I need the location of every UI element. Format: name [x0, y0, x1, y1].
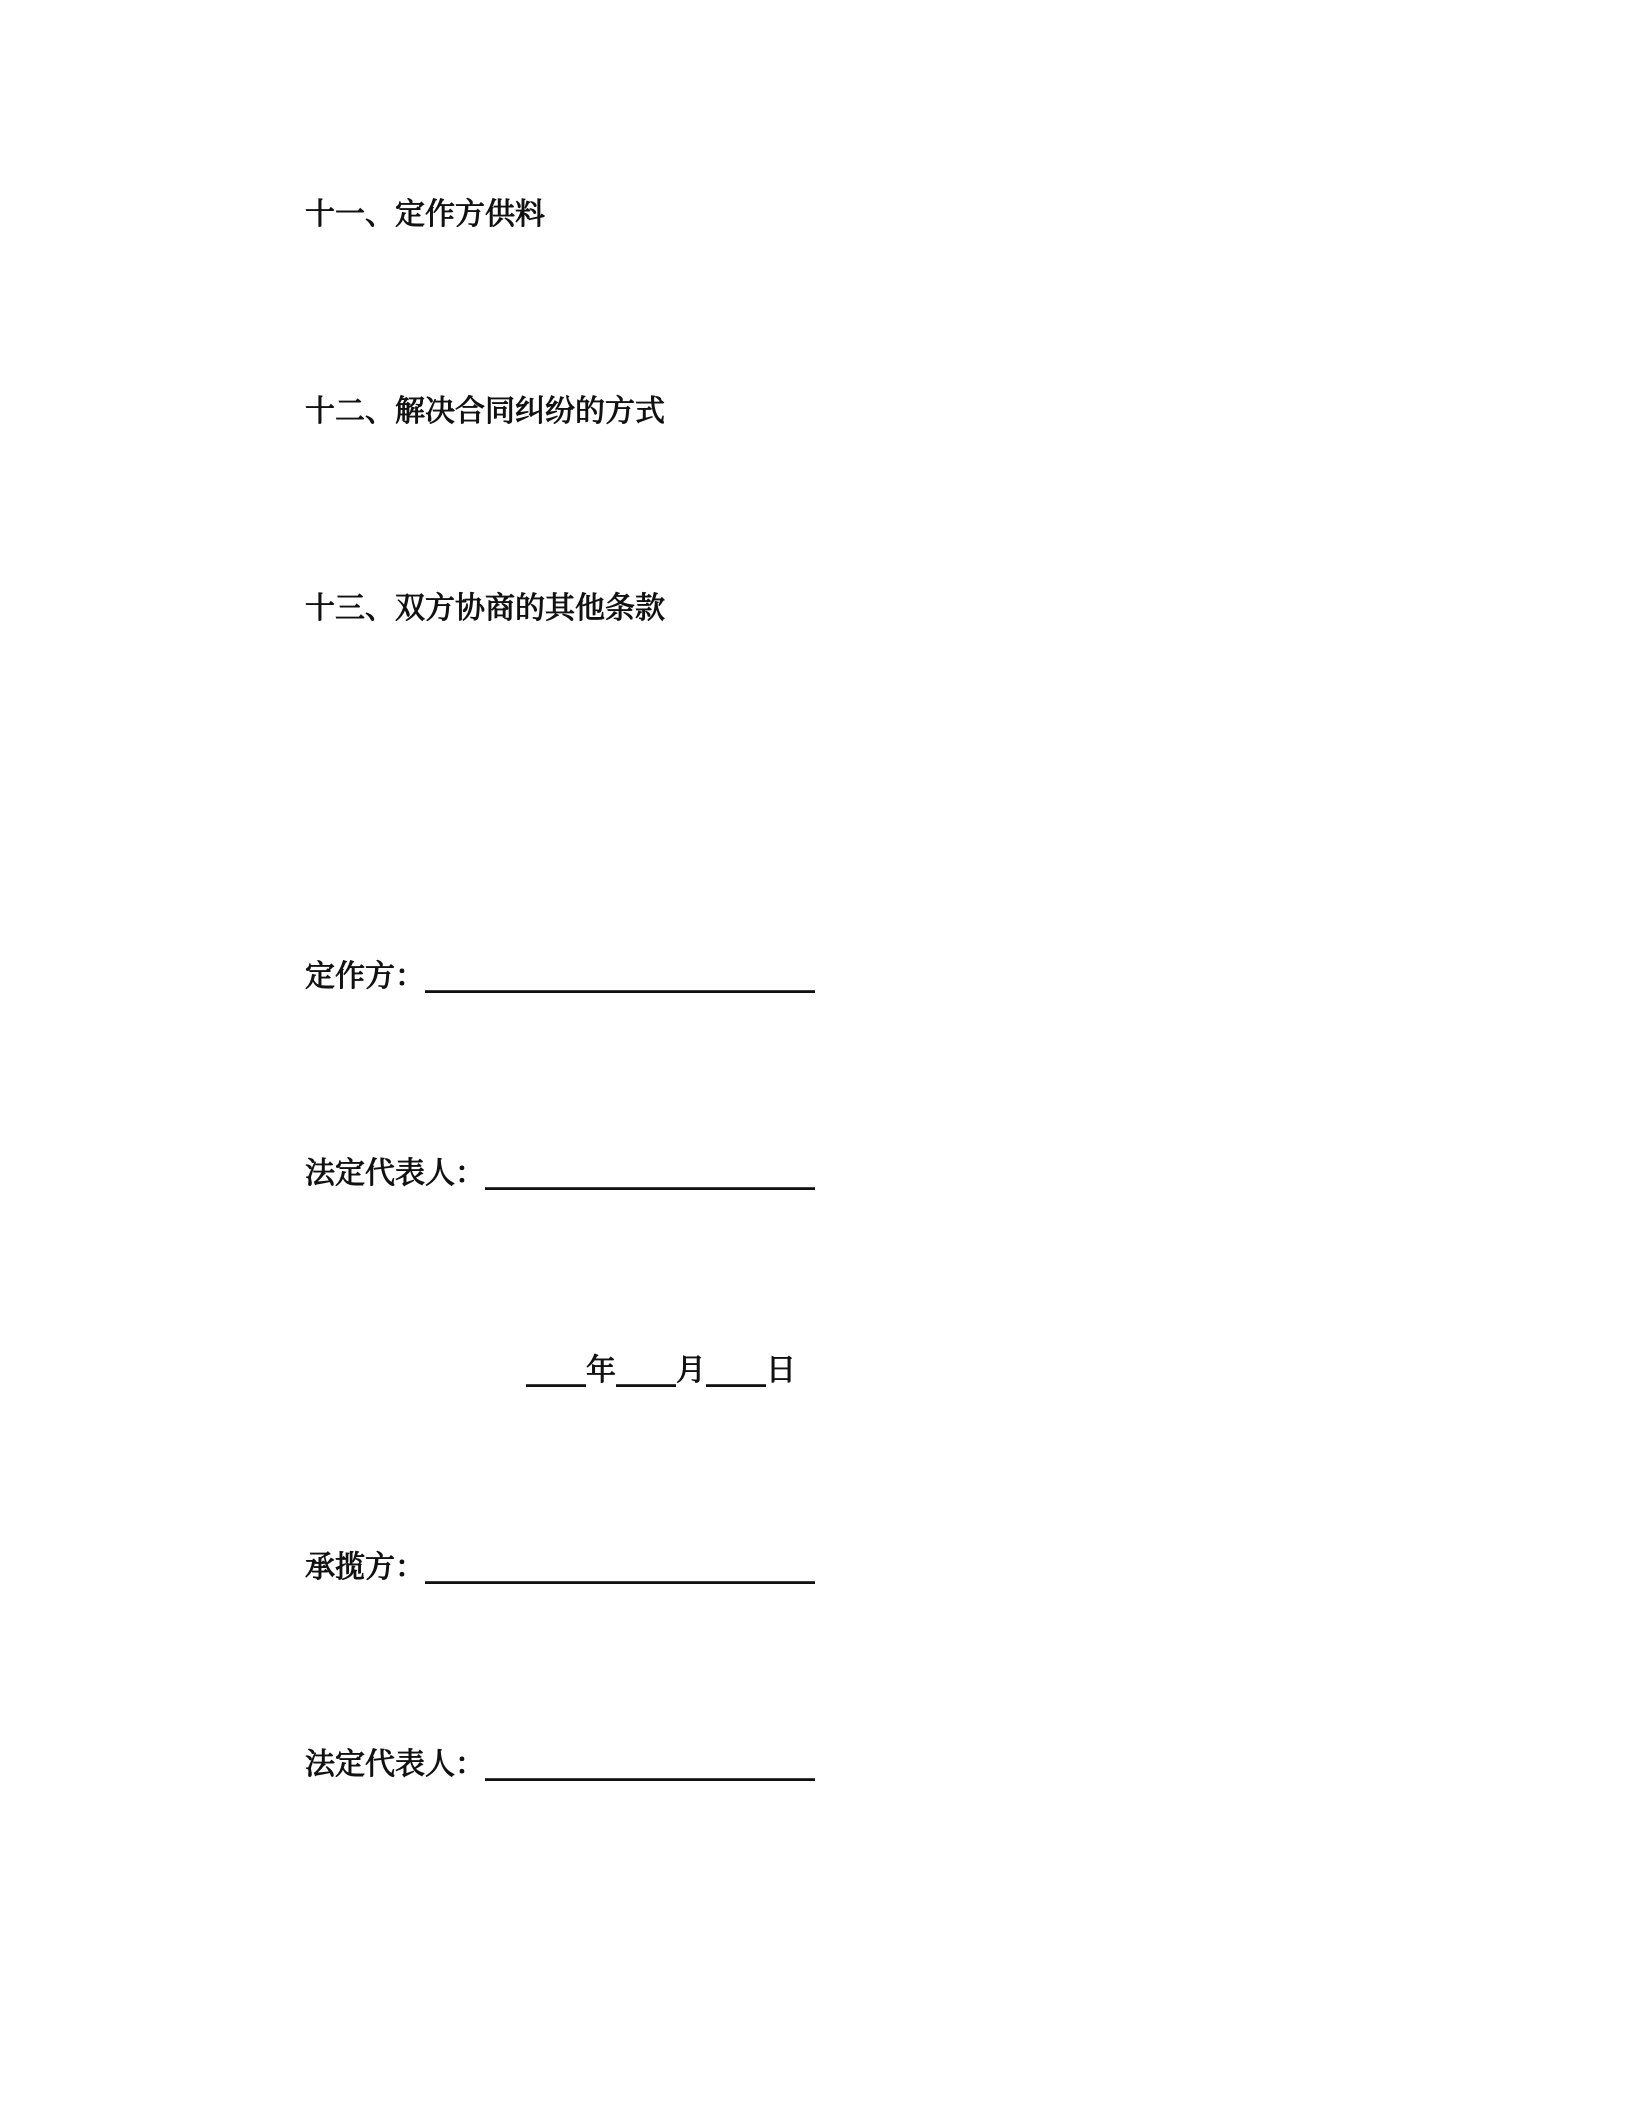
section-heading-13: 十三、双方协商的其他条款 [305, 591, 665, 626]
section-heading-11: 十一、定作方供料 [305, 197, 545, 232]
party-b-representative-line: 法定代表人：______________________ [305, 1747, 815, 1782]
party-b-signature-line: 承揽方：__________________________ [305, 1550, 815, 1585]
section-heading-12: 十二、解决合同纠纷的方式 [305, 394, 665, 429]
party-a-representative-line: 法定代表人：______________________ [305, 1156, 815, 1191]
party-a-signature-line: 定作方：__________________________ [305, 959, 815, 994]
date-line: ____年____月____日 [526, 1353, 796, 1388]
